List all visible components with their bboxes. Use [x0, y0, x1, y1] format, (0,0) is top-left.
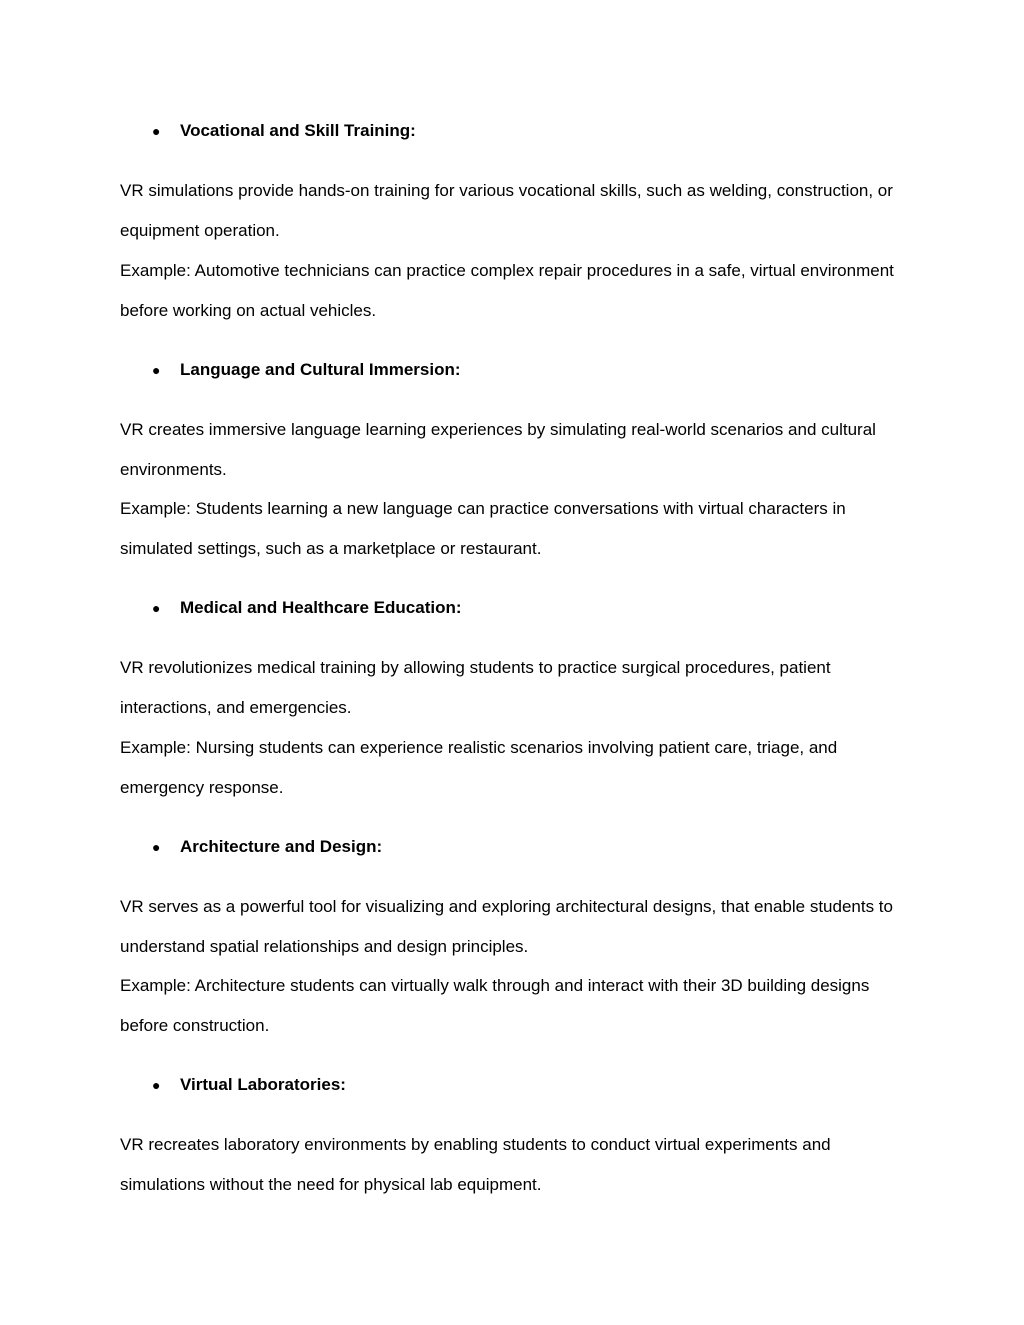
section-description: VR serves as a powerful tool for visualizing and exploring architectural designs, that enable students to understand spatial relationships and design principles. — [120, 897, 893, 956]
bullet-icon: ● — [152, 362, 161, 378]
section-description: VR creates immersive language learning experiences by simulating real-world scenarios and cultural environments. — [120, 420, 876, 479]
section-example: Example: Automotive technicians can practice complex repair procedures in a safe, virtual environment before working on actual vehicles. — [120, 261, 894, 320]
section-heading — [152, 358, 461, 382]
section-description: VR simulations provide hands-on training for various vocational skills, such as welding, construction, or equipment operation. — [120, 181, 893, 240]
section-heading-text: Language and Cultural Immersion: — [180, 360, 461, 379]
section-example: Example: Architecture students can virtually walk through and interact with their 3D building designs before construction. — [120, 976, 870, 1035]
section-heading — [152, 596, 462, 620]
bullet-icon: ● — [152, 839, 161, 855]
section-example: Example: Students learning a new language can practice conversations with virtual characters in simulated settings, such as a marketplace or restaurant. — [120, 499, 846, 558]
bullet-icon: ● — [152, 600, 161, 616]
section-heading — [152, 119, 416, 143]
section-heading-text: Virtual Laboratories: — [180, 1075, 346, 1094]
section-heading — [152, 835, 382, 859]
bullet-icon: ● — [152, 1077, 161, 1093]
section-description: VR revolutionizes medical training by allowing students to practice surgical procedures, patient interactions, and emergencies. — [120, 658, 831, 717]
section-heading-text: Vocational and Skill Training: — [180, 121, 416, 140]
section-example: Example: Nursing students can experience realistic scenarios involving patient care, triage, and emergency response. — [120, 738, 838, 797]
section-description: VR recreates laboratory environments by enabling students to conduct virtual experiments and simulations without the need for physical lab equipment. — [120, 1135, 831, 1194]
section-heading — [152, 1073, 346, 1097]
bullet-icon: ● — [152, 123, 161, 139]
section-heading-text: Medical and Healthcare Education: — [180, 598, 462, 617]
section-heading-text: Architecture and Design: — [180, 837, 383, 856]
